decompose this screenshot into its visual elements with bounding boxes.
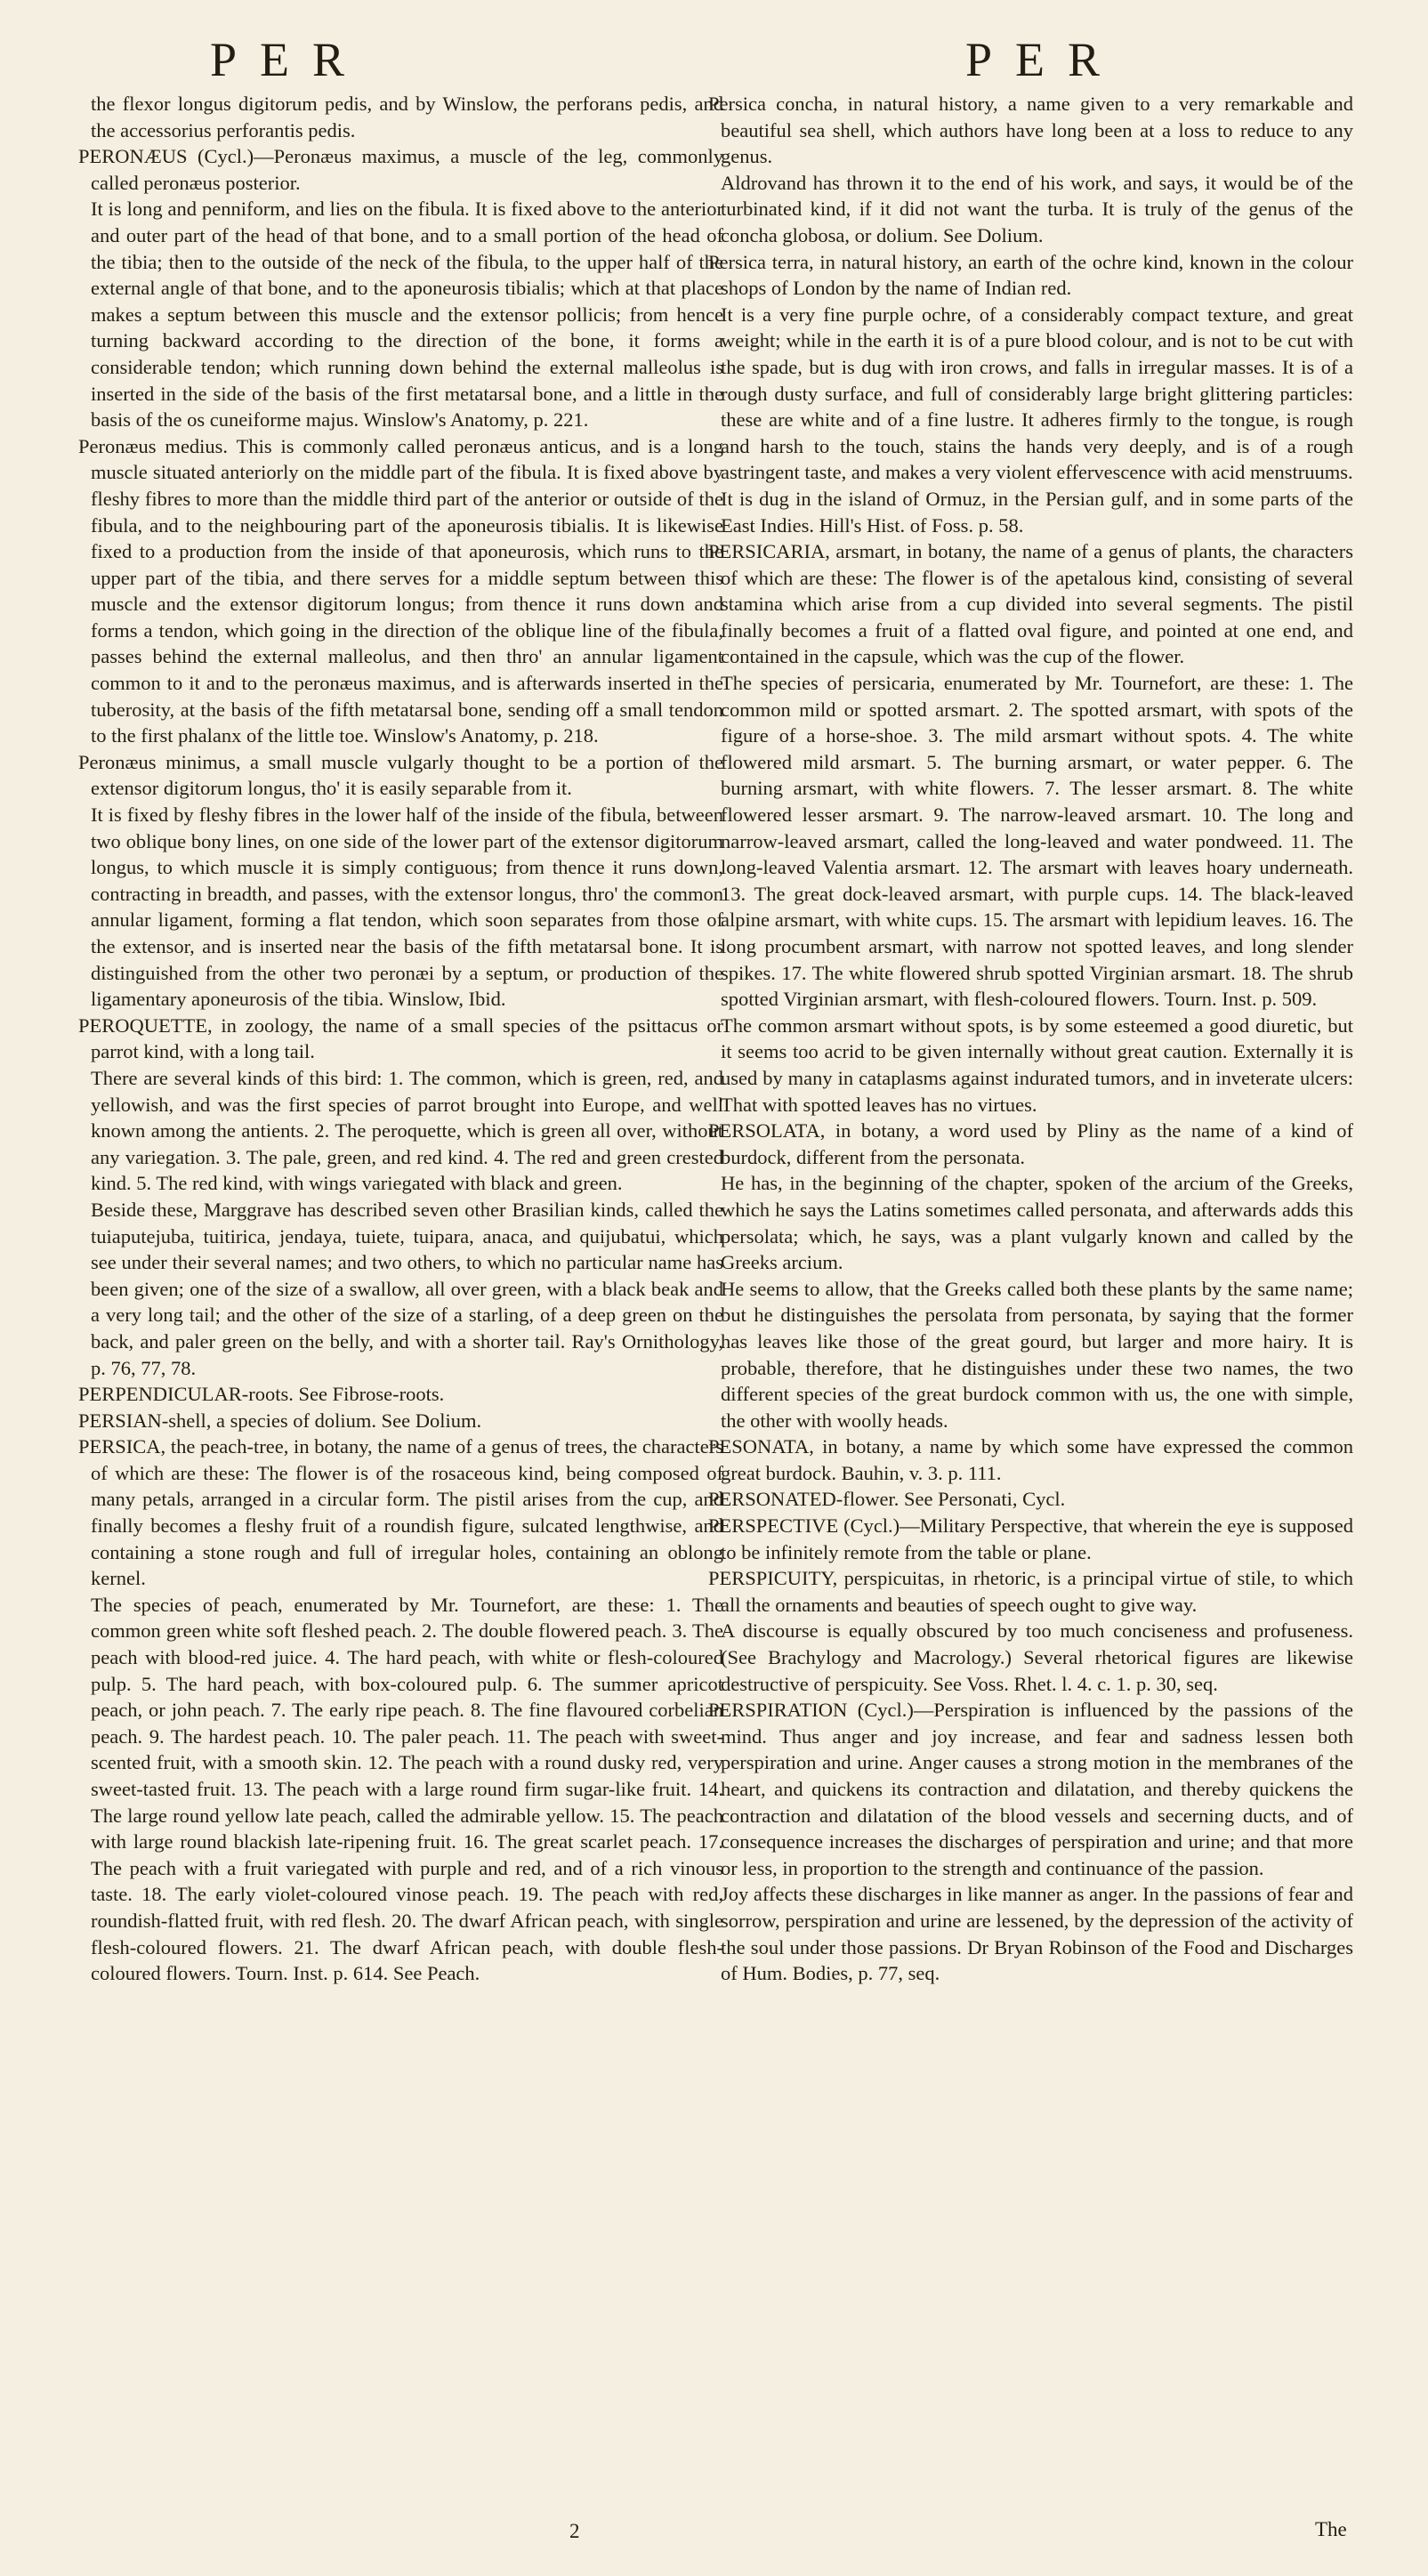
entry-paragraph: Beside these, Marggrave has described seven other Brasilian kinds, called the tuiaputejuba, tuitirica, jendaya, tuiete, tuipara, anaca, and quijubatui, which see under their several names; and two others, to which no particular name has been given; one of the size of a swallow, all over green, with a black beak and a very long tail; and the other of the size of a starling, of a deep green on the back, and paler green on the belly, and with a shorter tail. Ray's Ornithology, p. 76, 77, 78. [91,1198,723,1379]
entry-heading-paragraph: Peronæus minimus, a small muscle vulgarly thought to be a portion of the extensor digitorum longus, tho' it is easily separable from it. [78,750,723,800]
entry-paragraph: He seems to allow, that the Greeks called both these plants by the same name; but he distinguishes the persolata from personata, by saying that the former has leaves like those of the great gourd, but larger and more hairy. It is probable, therefore, that he distinguishes under these two names, the two different species of the great burdock common with us, the one with simple, the other with woolly heads. [721,1277,1353,1432]
right-column [708,91,1353,1987]
entry-paragraph: A discourse is equally obscured by too much conciseness and profuseness. (See Brachylogy and Macrology.) Several rhetorical figures are likewise destructive of perspicuity. See Voss. Rhet. l. 4. c. 1. p. 30, seq. [721,1619,1353,1695]
entry-heading-paragraph: PERSPECTIVE (Cycl.)—Military Perspective, that wherein the eye is supposed to be infinitely remote from the table or plane. [708,1514,1353,1563]
entry-paragraph: Joy affects these discharges in like manner as anger. In the passions of fear and sorrow, perspiration and urine are lessened, by the depression of the activity of the soul under those passions. Dr Bryan Robinson of the Food and Discharges of Hum. Bodies, p. 77, seq. [721,1883,1353,1985]
entry-paragraph: The species of persicaria, enumerated by Mr. Tournefort, are these: 1. The common mild or spotted arsmart. 2. The spotted arsmart, with spots of the figure of a horse-shoe. 3. The mild arsmart without spots. 4. The white flowered mild arsmart. 5. The burning arsmart, or water pepper. 6. The burning arsmart, with white flowers. 7. The lesser arsmart. 8. The white flowered lesser arsmart. 9. The narrow-leaved arsmart. 10. The long and narrow-leaved arsmart, called the long-leaved and water pondweed. 11. The long-leaved Valentia arsmart. 12. The arsmart with leaves hoary underneath. 13. The great dock-leaved arsmart, with purple cups. 14. The black-leaved alpine arsmart, with white cups. 15. The arsmart with lepidium leaves. 16. The long procumbent arsmart, with narrow not spotted leaves, and long slender spikes. 17. The white flowered shrub spotted Virginian arsmart. 18. The shrub spotted Virginian arsmart, with flesh-coloured flowers. Tourn. Inst. p. 509. [721,672,1353,1011]
entry-paragraph: There are several kinds of this bird: 1. The common, which is green, red, and yellowish, and was the first species of parrot brought into Europe, and well known among the antients. 2. The peroquette, which is green all over, without any variegation. 3. The pale, green, and red kind. 4. The red and green crested kind. 5. The red kind, with wings variegated with black and green. [91,1066,723,1195]
signature-mark: 2 [569,2520,580,2542]
right-header: PER [965,33,1124,86]
entry-heading-paragraph: PERSIAN-shell, a species of dolium. See Dolium. [78,1409,482,1432]
catchword: The [1315,2518,1347,2540]
entry-paragraph: the flexor longus digitorum pedis, and by Winslow, the perforans pedis, and the accessorius perforantis pedis. [91,93,723,141]
left-column [78,91,723,1987]
entry-heading-paragraph: PERPENDICULAR-roots. See Fibrose-roots. [78,1383,445,1406]
entry-paragraph: Aldrovand has thrown it to the end of his work, and says, it would be of the turbinated kind, if it did not want the turba. It is truly of the genus of the concha globosa, or dolium. See Dolium. [721,171,1353,246]
entry-heading-paragraph: Persica concha, in natural history, a name given to a very remarkable and beautiful sea shell, which authors have long been at a loss to reduce to any genus. [708,93,1353,168]
entry-heading-paragraph: PERSONATED-flower. See Personati, Cycl. [708,1488,1066,1511]
entry-heading-paragraph: PESONATA, in botany, a name by which some have expressed the common great burdock. Bauhin, v. 3. p. 111. [708,1435,1353,1484]
entry-heading-paragraph: PERSPIRATION (Cycl.)—Perspiration is influenced by the passions of the mind. Thus anger and joy increase, and fear and sadness lessen both perspiration and urine. Anger causes a strong motion in the membranes of the heart, and quickens its contraction and dilatation, and thereby quickens the contraction and dilatation of the blood vessels and secerning ducts, and of consequence increases the discharges of perspiration and urine; and that more or less, in proportion to the strength and continuance of the passion. [708,1699,1353,1879]
entry-heading-paragraph: PERSICA, the peach-tree, in botany, the name of a genus of trees, the characters of which are these: The flower is of the rosaceous kind, being composed of many petals, arranged in a circular form. The pistil arises from the cup, and finally becomes a fleshy fruit of a roundish figure, sulcated lengthwise, and containing a stone rough and full of irregular holes, containing an oblong kernel. [78,1435,723,1590]
entry-heading-paragraph: PEROQUETTE, in zoology, the name of a small species of the psittacus or parrot kind, with a long tail. [78,1013,723,1063]
entry-paragraph: It is a very fine purple ochre, of a considerably compact texture, and great weight; while in the earth it is of a pure blood colour, and is not to be cut with the spade, but is dug with iron crows, and falls in irregular masses. It is of a rough dusty surface, and full of considerably large bright glittering particles: these are white and of a fine lustre. It adheres firmly to the tongue, is rough and harsh to the touch, stains the hands very deeply, and is of a rough astringent taste, and makes a very violent effervescence with acid menstruums. [721,303,1353,484]
entry-paragraph: It is fixed by fleshy fibres in the lower half of the inside of the fibula, between two oblique bony lines, on one side of the lower part of the extensor digitorum longus, to which muscle it is simply contiguous; from thence it runs down, contracting in breadth, and passes, with the extensor longus, thro' the common annular ligament, forming a flat tendon, which soon separates from those of the extensor, and is inserted near the basis of the fifth metatarsal bone. It is distinguished from the other two peronæi by a septum, or production of the ligamentary aponeurosis of the tibia. Winslow, Ibid. [91,803,723,1011]
entry-heading-paragraph: Peronæus medius. This is commonly called peronæus anticus, and is a long muscle situated anteriorly on the middle part of the fibula. It is fixed above by fleshy fibres to more than the middle third part of the anterior or outside of the fibula, and to the neighbouring part of the aponeurosis tibialis. It is likewise fixed to a production from the inside of that aponeurosis, which runs to the upper part of the tibia, and there serves for a middle septum between this muscle and the extensor digitorum longus; from thence it runs down and forms a tendon, which going in the direction of the oblique line of the fibula, passes behind the external malleolus, and then thro' an annular ligament common to it and to the peronæus maximus, and is afterwards inserted in the tuberosity, at the basis of the fifth metatarsal bone, sending off a small tendon to the first phalanx of the little toe. Winslow's Anatomy, p. 218. [78,434,723,747]
running-header [0,20,1428,100]
entry-heading-paragraph: PERONÆUS (Cycl.)—Peronæus maximus, a muscle of the leg, commonly called peronæus posterior. [78,145,723,194]
left-header: PER [210,33,368,86]
entry-paragraph: He has, in the beginning of the chapter, spoken of the arcium of the Greeks, which he says the Latins sometimes called personata, and afterwards adds this persolata; which, he says, was a plant vulgarly known and called by the Greeks arcium. [721,1172,1353,1274]
entry-heading-paragraph: PERSOLATA, in botany, a word used by Pliny as the name of a kind of burdock, different from the personata. [708,1119,1353,1168]
entry-paragraph: The species of peach, enumerated by Mr. Tournefort, are these: 1. The common green white soft fleshed peach. 2. The double flowered peach. 3. The peach with blood-red juice. 4. The hard peach, with white or flesh-coloured pulp. 5. The hard peach, with box-coloured pulp. 6. The summer apricot peach, or john peach. 7. The early ripe peach. 8. The fine flavoured corbelian peach. 9. The hardest peach. 10. The paler peach. 11. The peach with sweet-scented fruit, with a smooth skin. 12. The peach with a round dusky red, very sweet-tasted fruit. 13. The peach with a large round firm sugar-like fruit. 14. The large round yellow late peach, called the admirable yellow. 15. The peach with large round blackish late-ripening fruit. 16. The great scarlet peach. 17. The peach with a fruit variegated with purple and red, and of a rich vinous taste. 18. The early violet-coloured vinose peach. 19. The peach with red, roundish-flatted fruit, with red flesh. 20. The dwarf African peach, with single flesh-coloured flowers. 21. The dwarf African peach, with double flesh-coloured flowers. Tourn. Inst. p. 614. See Peach. [91,1593,723,1985]
entry-paragraph: It is long and penniform, and lies on the fibula. It is fixed above to the anterior and outer part of the head of that bone, and to a small portion of the head of the tibia; then to the outside of the neck of the fibula, to the upper half of the external angle of that bone, and to the aponeurosis tibialis; which at that place makes a septum between this muscle and the extensor pollicis; from hence turning backward according to the direction of the bone, it forms a considerable tendon; which running down behind the external malleolus is inserted in the side of the basis of the first metatarsal bone, and a little in the basis of the os cuneiforme majus. Winslow's Anatomy, p. 221. [91,198,723,432]
entry-heading-paragraph: PERSPICUITY, perspicuitas, in rhetoric, is a principal virtue of stile, to which all the ornaments and beauties of speech ought to give way. [708,1567,1353,1616]
entry-heading-paragraph: Persica terra, in natural history, an earth of the ochre kind, known in the colour shops of London by the name of Indian red. [708,250,1353,300]
entry-heading-paragraph: PERSICARIA, arsmart, in botany, the name of a genus of plants, the characters of which are these: The flower is of the apetalous kind, consisting of several stamina which arise from a cup divided into several segments. The pistil finally becomes a fruit of a flatted oval figure, and pointed at one end, and contained in the capsule, which was the cup of the flower. [708,540,1353,668]
entry-paragraph: It is dug in the island of Ormuz, in the Persian gulf, and in some parts of the East Indies. Hill's Hist. of Foss. p. 58. [721,487,1353,537]
entry-paragraph: The common arsmart without spots, is by some esteemed a good diuretic, but it seems too acrid to be given internally without great caution. Externally it is used by many in cataplasms against indurated tumors, and in inveterate ulcers: That with spotted leaves has no virtues. [721,1013,1353,1116]
